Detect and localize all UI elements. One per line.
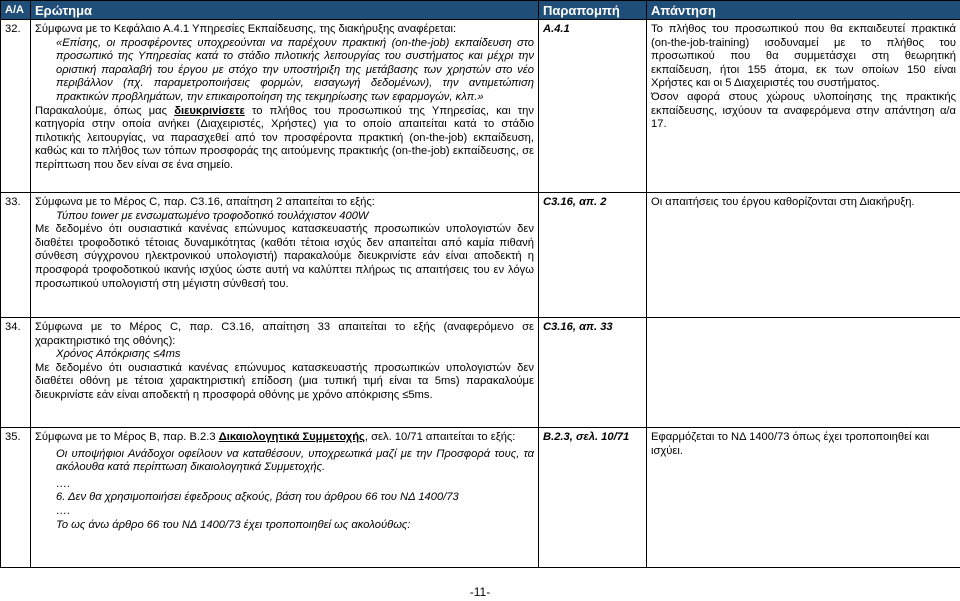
question-quote: Χρόνος Απόκρισης ≤4ms [56, 348, 181, 361]
question-intro: Σύμφωνα με το Μέρος Β, παρ. Β.2.3 Δικαιολογητικά Συμμετοχής, σελ. 10/71 απαιτείται το εξής: [35, 431, 516, 443]
header-aa: Α/Α [1, 1, 31, 20]
table-row [1, 193, 960, 318]
row-number: 35. [1, 428, 31, 568]
answer-cell [647, 193, 960, 318]
reference-cell: C3.16, απ. 2 [539, 193, 647, 318]
question-cell [31, 193, 539, 318]
question-item: 6. Δεν θα χρησιμοποιήσει έφεδρους αξκούς, βάση του άρθρου 66 του ΝΔ 1400/73 [56, 491, 459, 504]
answer-text: Εφαρμόζεται το ΝΔ 1400/73 όπως έχει τροποποιηθεί και ισχύει. [651, 431, 930, 457]
question-body: Με δεδομένο ότι ουσιαστικά κανένας επώνυμος κατασκευαστής προσωπικών υπολογιστών δεν διαθέτει τροφοδοτικό τέτοιας δυναμικότητας (καθότι τέτοια ισχύς δεν απαιτείται από καμία πιθανή σύνθεση σύγχρονου ηλεκτρονικού υπολογιστή) παρακαλούμε διευκρινίστε εάν είναι αποδεκτή η προσφορά τροφοδοτικού ικανής ισχύος ώστε αυτή να καλύπτει πλήρως τις απαιτήσεις του εν λόγω προσωπικού υπολογιστή στη μέγιστη σύνθεσή του. [35, 223, 534, 290]
ellipsis: …. [56, 477, 71, 490]
answer-cell [647, 20, 960, 193]
header-answer: Απάντηση [647, 1, 960, 20]
answer-cell [647, 318, 960, 428]
page-number: -11- [469, 585, 491, 599]
answer-text: Οι απαιτήσεις του έργου καθορίζονται στη Διακήρυξη. [651, 196, 915, 208]
question-quote: «Επίσης, οι προσφέροντες υποχρεούνται να παρέχουν πρακτική (on-the-job) εκπαίδευση στο προσωπικό της Υπηρεσίας κατά το στάδιο πιλοτικής λειτουργίας του συστήματος και μέχρι την οριστική παραλαβή του έργου με στόχο την υποστήριξη της μετάβασης των χρηστών στο νέο περιβάλλον (πχ. παραμετροποιήσεις φορμών, εισαγωγή δεδομένων), την αντιμετώπιση πρακτικών προβλημάτων, την επικαιροποίηση της τεκμηρίωσης των εφαρμογών, κλπ.» [56, 36, 534, 103]
row-number: 34. [1, 318, 31, 428]
question-cell [31, 318, 539, 428]
answer-text: Όσον αφορά στους χώρους υλοποίησης της πρακτικής εκπαίδευσης, ισχύουν τα αναφερόμενα στην απάντηση α/α 17. [651, 90, 956, 131]
reference-cell: C3.16, απ. 33 [539, 318, 647, 428]
answer-cell [647, 428, 960, 568]
question-quote: Οι υποψήφιοι Ανάδοχοι οφείλουν να καταθέσουν, υποχρεωτικά μαζί με την Προσφορά τους, τα ακόλουθα κατά περίπτωση δικαιολογητικά Συμμετοχής. [56, 447, 534, 474]
header-row [1, 1, 960, 20]
question-body: Με δεδομένο ότι ουσιαστικά κανένας επώνυμος κατασκευαστής προσωπικών υπολογιστών δεν διαθέτει οθόνη με τέτοια χαρακτηριστική επίδοση (μια τυπική τιμή είναι τα 5ms) παρακαλούμε διευκρινίστε εάν είναι αποδεκτή η προσφορά οθόνης με χρόνο απόκρισης ≤5ms. [35, 361, 534, 401]
header-question: Ερώτημα [31, 1, 539, 20]
question-cell [31, 428, 539, 568]
question-intro: Σύμφωνα με το Μέρος C, παρ. C3.16, απαίτηση 33 απαιτείται το εξής (αναφερόμενο σε χαρακτηριστικό της οθόνης): [35, 321, 534, 347]
question-quote: Τύπου tower με ενσωματωμένο τροφοδοτικό τουλάχιστον 400W [56, 209, 369, 222]
row-number: 32. [1, 20, 31, 193]
answer-text: Το πλήθος του προσωπικού που θα εκπαιδευτεί πρακτικά (on-the-job-training) ισοδυναμεί με το πλήθος του προσωπικού που θα συμμετάσχει στη θεωρητική εκπαίδευση, ήτοι 155 άτομα, εκ των οποίων 150 είναι Χρήστες και οι 5 Διαχειριστές του συστήματος. [651, 23, 956, 90]
table-row [1, 20, 960, 193]
question-cell [31, 20, 539, 193]
reference-cell: A.4.1 [539, 20, 647, 193]
question-intro: Σύμφωνα με το Μέρος C, παρ. C3.16, απαίτηση 2 απαιτείται το εξής: [35, 196, 375, 208]
question-body: Παρακαλούμε, όπως μας διευκρινίσετε το πλήθος του προσωπικού της Υπηρεσίας, και την κατηγορία στην οποία ανήκει (Διαχειριστές, Χρήστες) για το οποίο απαιτείται κατά το στάδιο πιλοτικής λειτουργίας, να παρασχεθεί από τον προσφέροντα πρακτική (on-the-job) εκπαίδευση, καθώς και το πλήθος των τόπων προσφοράς της αιτούμενης πρακτικής (on-the-job) εκπαίδευσης, σε περίπτωση που δεν είναι σε ένα σημείο. [35, 104, 534, 171]
header-reference: Παραπομπή [539, 1, 647, 20]
ellipsis: …. [56, 504, 71, 517]
table-row [1, 428, 960, 568]
reference-cell: B.2.3, σελ. 10/71 [539, 428, 647, 568]
table-row [1, 318, 960, 428]
question-intro: Σύμφωνα με το Κεφάλαιο Α.4.1 Υπηρεσίες Εκπαίδευσης, της διακήρυξης αναφέρεται: [35, 23, 457, 35]
question-quote: Το ως άνω άρθρο 66 του ΝΔ 1400/73 έχει τροποποιηθεί ως ακολούθως: [56, 518, 411, 531]
row-number: 33. [1, 193, 31, 318]
